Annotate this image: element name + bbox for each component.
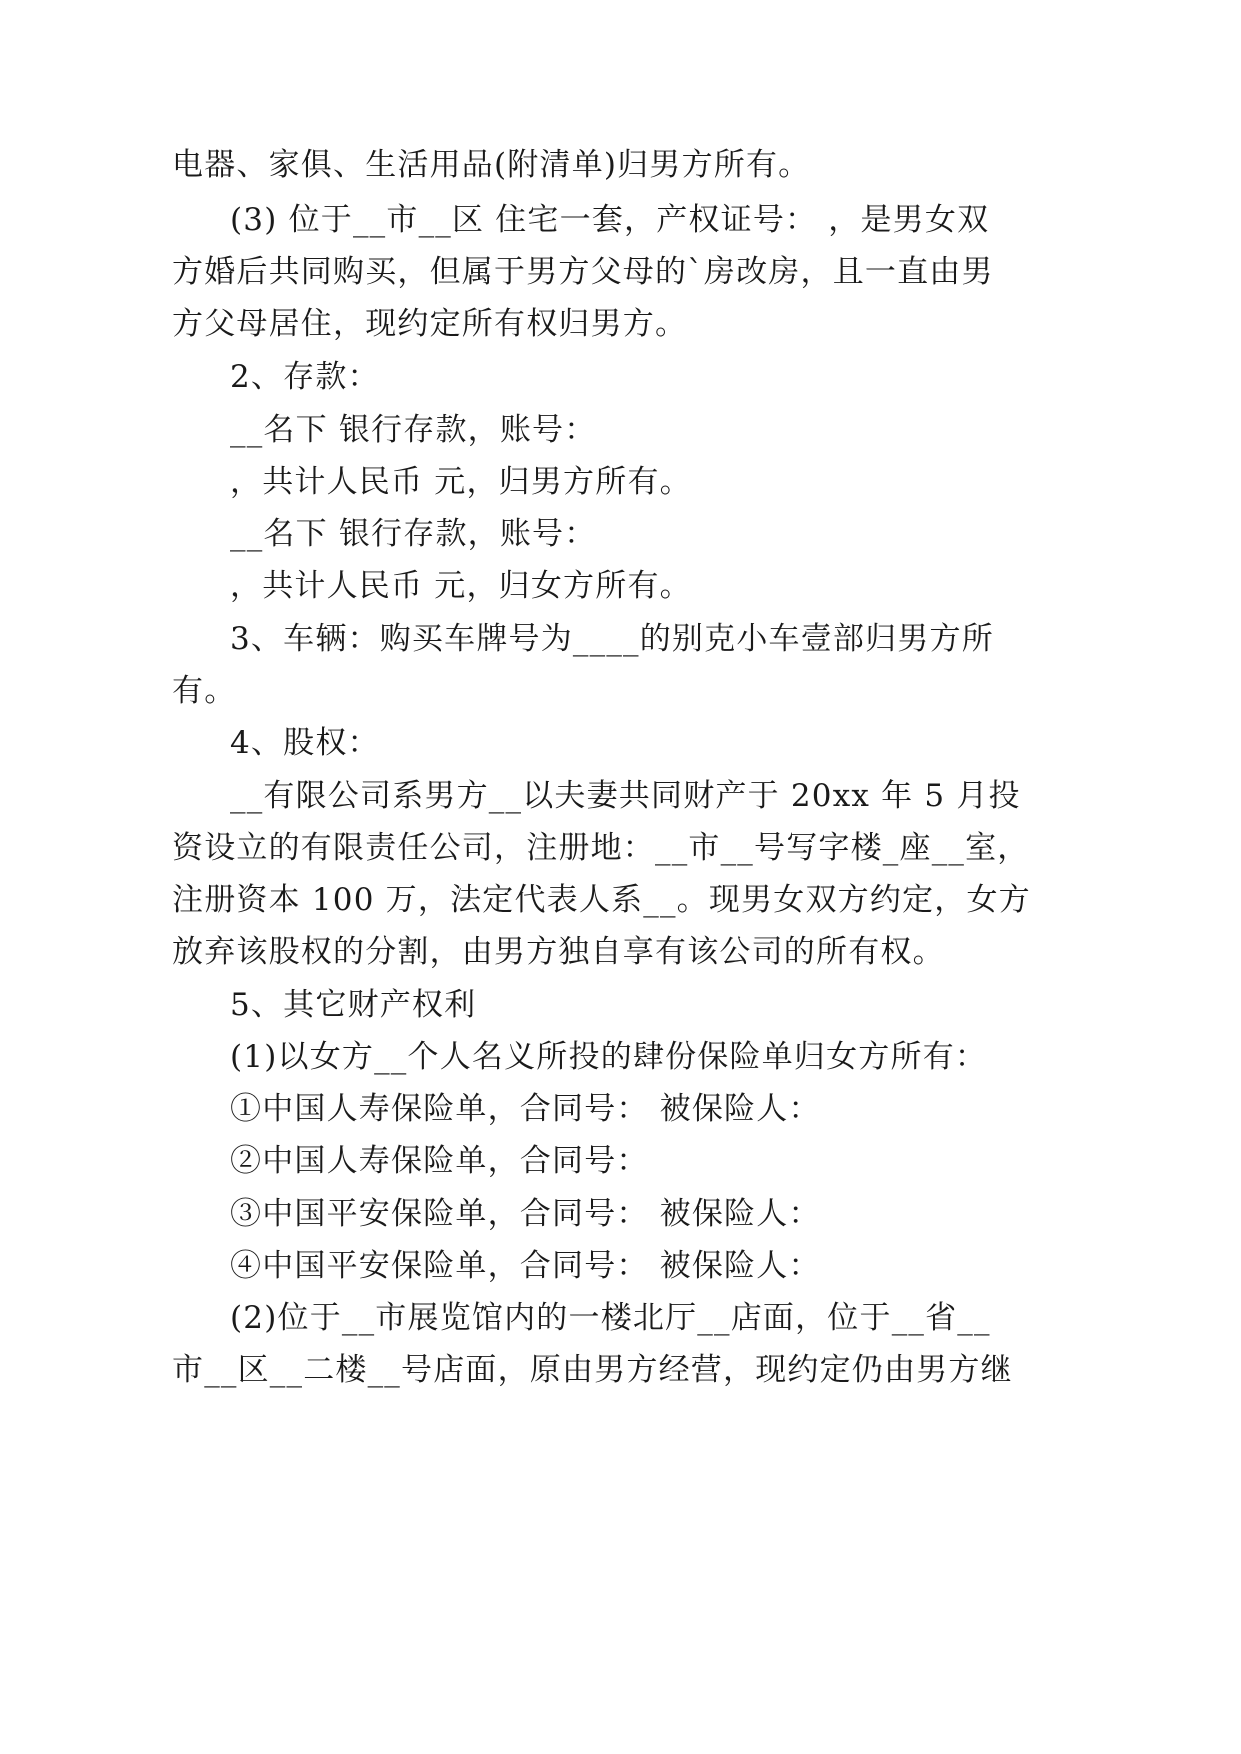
text-line: 方婚后共同购买，但属于男方父母的`房改房，且一直由男 (172, 254, 994, 290)
text-line: 放弃该股权的分割，由男方独自享有该公司的所有权。 (172, 934, 945, 970)
text-line: __名下 银行存款，账号： (230, 516, 597, 552)
text-line: ④中国平安保险单，合同号： 被保险人： (230, 1248, 821, 1284)
text-line: ，共计人民币 元，归女方所有。 (230, 568, 692, 604)
text-line: 2、存款： (230, 359, 380, 395)
text-line: 方父母居住，现约定所有权归男方。 (172, 306, 688, 342)
text-line: 4、股权： (230, 725, 380, 761)
text-line: 注册资本 100 万，法定代表人系__。现男女双方约定，女方 (172, 882, 1031, 918)
text-line: 有。 (172, 673, 237, 709)
text-line: 资设立的有限责任公司，注册地：__市__号写字楼_座__室， (172, 830, 1030, 866)
text-line: (2)位于__市展览馆内的一楼北厅__店面，位于__省__ (230, 1300, 991, 1336)
text-line: (3) 位于__市__区 住宅一套，产权证号： ，是男女双 (230, 202, 990, 238)
text-line: ③中国平安保险单，合同号： 被保险人： (230, 1196, 821, 1232)
text-line: ①中国人寿保险单，合同号： 被保险人： (230, 1091, 821, 1127)
text-line: 电器、家俱、生活用品(附清单)归男方所有。 (172, 147, 811, 183)
text-line: (1)以女方__个人名义所投的肆份保险单归女方所有： (230, 1039, 988, 1075)
text-line: 5、其它财产权利 (230, 987, 477, 1023)
text-line: __名下 银行存款，账号： (230, 412, 597, 448)
text-line: __有限公司系男方__以夫妻共同财产于 20xx 年 5 月投 (230, 778, 1021, 814)
text-line: ②中国人寿保险单，合同号： (230, 1143, 649, 1179)
text-line: 市__区__二楼__号店面，原由男方经营，现约定仍由男方继 (172, 1352, 1013, 1388)
text-line: ，共计人民币 元，归男方所有。 (230, 464, 692, 500)
text-line: 3、车辆：购买车牌号为____的别克小车壹部归男方所 (230, 621, 994, 657)
